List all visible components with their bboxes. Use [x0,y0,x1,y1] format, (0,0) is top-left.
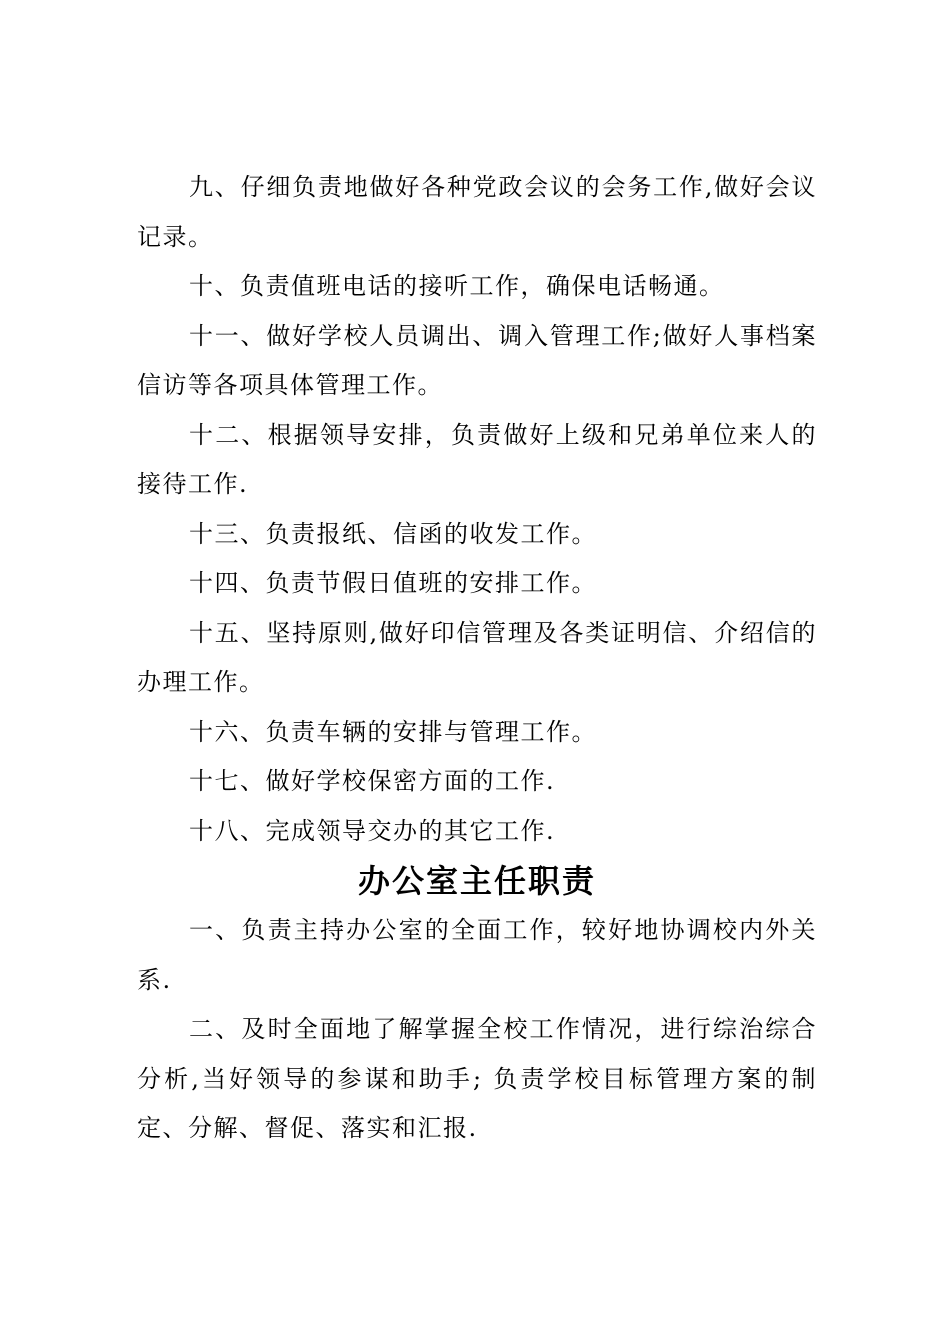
paragraph-item-12: 十二、根据领导安排，负责做好上级和兄弟单位来人的接待工作. [137,420,817,498]
paragraph-item-15: 十五、坚持原则,做好印信管理及各类证明信、介绍信的办理工作。 [137,618,817,696]
paragraph-item-18: 十八、完成领导交办的其它工作. [189,816,556,845]
paragraph-item-10: 十、负责值班电话的接听工作，确保电话畅通。 [189,272,725,300]
paragraph-item-13: 十三、负责报纸、信函的收发工作。 [189,519,597,548]
paragraph-item-9: 九、仔细负责地做好各种党政会议的会务工作,做好会议记录。 [137,173,817,251]
paragraph-item-17: 十七、做好学校保密方面的工作. [189,767,556,795]
paragraph-item-16: 十六、负责车辆的安排与管理工作。 [189,717,597,746]
paragraph-item-14: 十四、负责节假日值班的安排工作。 [189,569,597,597]
section-heading: 办公室主任职责 [357,862,596,900]
document-body [137,163,817,1154]
duty-item-2: 二、及时全面地了解掌握全校工作情况，进行综治综合分析,当好领导的参谋和助手; 负责学校目标管理方案的制定、分解、督促、落实和汇报. [137,1015,817,1142]
duty-item-1: 一、负责主持办公室的全面工作，较好地协调校内外关系. [137,916,817,994]
paragraph-item-11: 十一、做好学校人员调出、调入管理工作;做好人事档案信访等各项具体管理工作。 [137,321,817,399]
